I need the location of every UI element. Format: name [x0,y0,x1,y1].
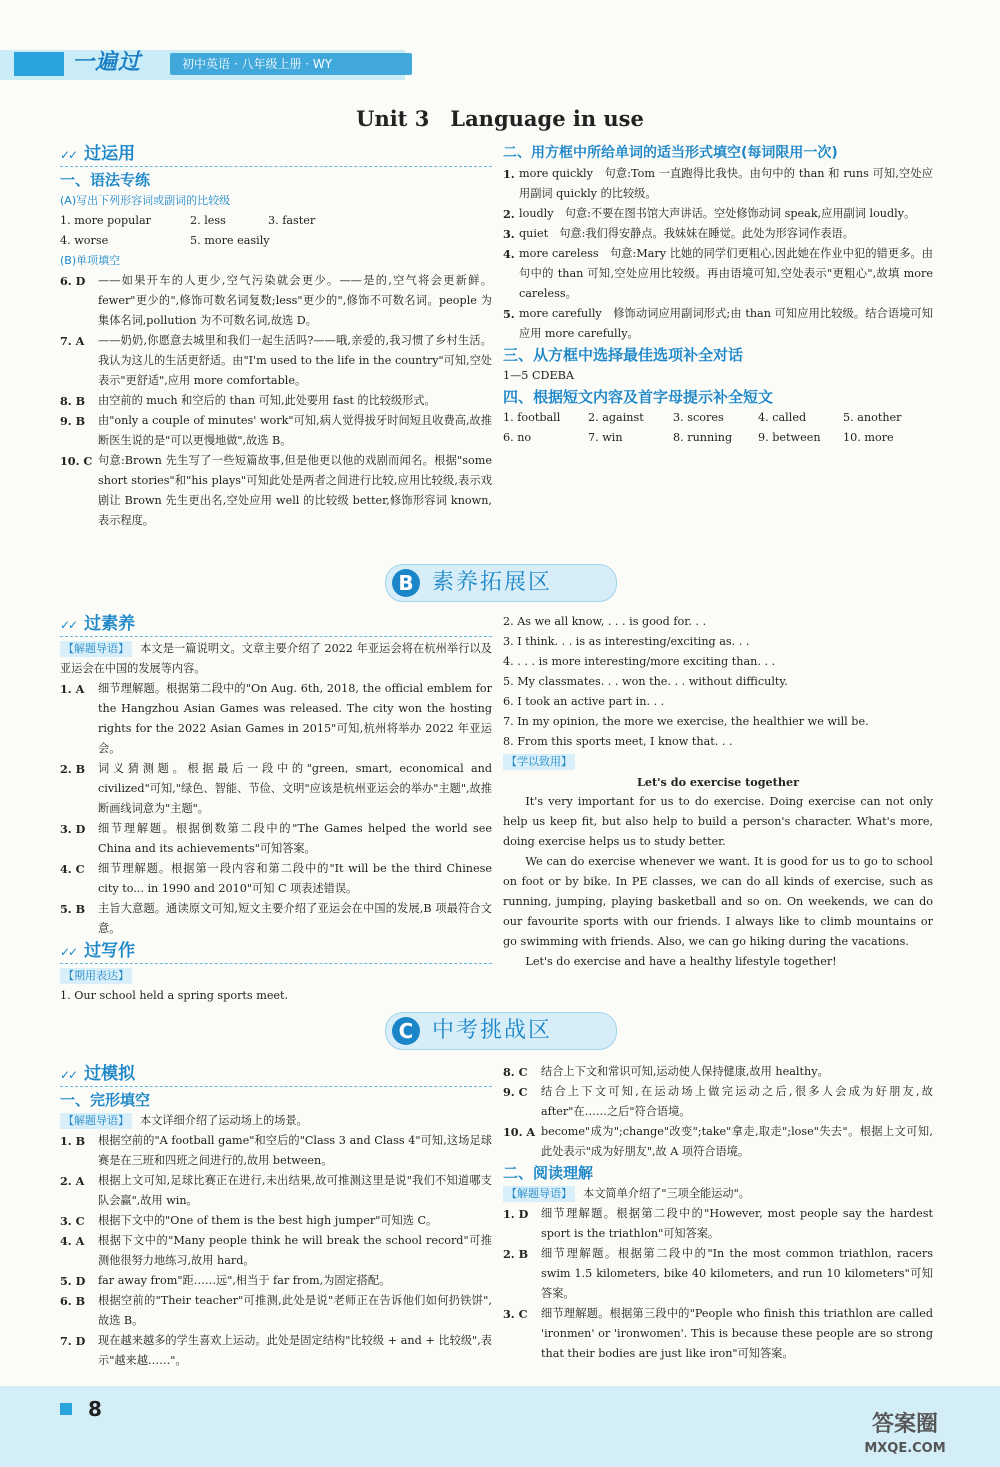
answer-item: 10. A become"成为";change"改变";take"拿走,取走";lose"失去"。根据上文可知,此处表示"成为好朋友",故 A 项符合语境。 [503,1125,933,1158]
header-block [14,52,64,76]
answer-item: 1. B 根据空前的"A football game"和空后的"Class 3 and Class 4"可知,这场足球赛是在三班和四班之间进行的,故用 between。 [60,1134,492,1167]
answer-item: 7. D 现在越来越多的学生喜欢上运动。此处是固定结构"比较级 + and + 比较级",表示"越来越……"。 [60,1334,492,1367]
section-mock-left [60,1062,492,1371]
part3-heading: 三、从方框中选择最佳选项补全对话 [503,346,744,364]
answer-item: 3. D 细节理解题。根据倒数第二段中的"The Games helped the world see China and its achievements"可知答案。 [60,822,492,855]
answer-item: 5. more carefully 修饰动词应用副词形式;由 than 可知应用比较级。结合语境可知应用 more carefully。 [503,307,933,340]
watermark-text: 答案圈 [871,1412,938,1437]
part-b-label: (B)单项填空 [60,254,121,267]
part2-heading: 二、用方框中所给单词的适当形式填空(每词限用一次) [503,145,838,161]
answer-item: 10. C 句意:Brown 先生写了一些短篇故事,但是他更以他的戏剧而闻名。根据"some short stories"和"his plays"可知此处是两者之间进行比较,应用比较级,表示戏剧让 Brown 先生更出名,空处应用 well 的比较级 better,修饰形容词 known,表示程度。 [60,454,492,527]
footer-square [60,1403,72,1415]
answer-item: 2. B 词义猜测题。根据最后一段中的"green, smart, economical and civilized"可知,"绿色、智能、节俭、文明"应该是杭州亚运会的举办"主题",故推断画线词意为"主题"。 [60,762,492,815]
answer-item: 3. C 根据下文中的"One of them is the best high jumper"可知选 C。 [60,1214,438,1228]
part-a-label: (A)写出下列形容词或副词的比较级 [60,194,231,207]
banner-c [385,1012,617,1050]
answer-row: 1. football 2. against 3. scores 4. called 5. another [503,411,902,424]
usage-line: 1. Our school held a spring sports meet. [60,989,289,1002]
answer-item: 7. A ——奶奶,你愿意去城里和我们一起生活吗?——哦,亲爱的,我习惯了乡村生活。我认为这儿的生活更舒适。由"I'm used to the life in the country"可知,空处表示"更舒适",应用 more comfortable。 [60,334,492,387]
cloze-heading: 一、完形填空 [60,1091,151,1109]
answer-item: 5. B 主旨大意题。通读原文可知,短文主要介绍了亚运会在中国的发展,B 项最符合文意。 [60,902,492,935]
answer-item: 5. D far away from"距……远",相当于 far from,为固定搭配。 [60,1274,391,1288]
usage-line: 5. My classmates. . . won the. . . without difficulty. [503,675,788,688]
usage-line: 8. From this sports meet, I know that. . . [503,735,733,748]
answer-item: 3. C 细节理解题。根据第三段中的"People who finish this triathlon are called 'ironmen' or 'ironwomen'. This is because these people are so strong that their bodies are just like iron"可知答案。 [503,1307,933,1360]
usage-line: 2. As we all know, . . . is good for. . . [503,615,707,628]
usage-tag: 【期用表达】 [60,966,492,986]
answer-item: 4. more careless 句意:Mary 比她的同学们更粗心,因此她在作业中犯的错更多。由句中的 than 可知,空处应用比较级。再由语境可知,空处表示"更粗心",故填 more careless。 [503,247,933,300]
answer-item: 1. more quickly 句意:Tom 一直跑得比我快。由句中的 than 和 runs 可知,空处应用副词 quickly 的比较级。 [503,167,933,200]
guide-paragraph: 【解题导语】 本文详细介绍了运动场上的场景。 [60,1111,492,1131]
answer-item: 4. A 根据下文中的"Many people think he will break the school record"可推测他很努力地练习,故用 hard。 [60,1234,492,1267]
banner-c-title: 中考挑战区 [432,1018,553,1043]
banner-c-letter: C [392,1017,420,1045]
check-icon: ✓✓ [60,945,77,959]
section-heading-practice: ✓✓ 过运用 [60,142,492,167]
section-heading-mock: ✓✓ 过模拟 [60,1062,492,1087]
check-icon: ✓✓ [60,618,77,632]
page-title: Unit 3 Language in use [356,106,644,131]
answer-row: 6. no 7. win 8. running 9. between 10. more [503,431,894,444]
section-heading-writing: ✓✓ 过写作 [60,939,492,964]
section-heading-literacy: ✓✓ 过素养 [60,612,492,637]
answer-item: 2. B 细节理解题。根据第二段中的"In the most common triathlon, racers swim 1.5 kilometers, bike 40 kilometers, and run 10 kilometers"可知答案。 [503,1247,933,1300]
answer-item: 2. loudly 句意:不要在图书馆大声讲话。空处修饰动词 speak,应用副词 loudly。 [503,207,916,221]
part3-answer: 1—5 CDEBA [503,369,574,382]
essay-paragraph: Let's do exercise and have a healthy lifestyle together! [525,955,837,968]
banner-b-title: 素养拓展区 [432,570,553,595]
answer-item: 8. B 由空前的 much 和空后的 than 可知,此处要用 fast 的比较级形式。 [60,394,436,408]
answer-row: 1. more popular 2. less 3. faster [60,214,316,227]
answer-row: 4. worse 5. more easily [60,234,270,247]
book-subtitle: 初中英语 · 八年级上册 · WY [170,53,412,75]
usage-line: 4. . . . is more interesting/more exciting than. . . [503,655,776,668]
watermark-url: MXQE.COM [864,1441,946,1456]
page-number: 8 [88,1397,102,1421]
banner-b [385,564,617,602]
essay-paragraph: We can do exercise whenever we want. It is good for us to go to school on foot or by bike. In PE classes, we can do all kinds of exercise, such as running, jumping, playing basketball and so on. On weekends, we can do our favourite sports with our friends. I always like to climb mountains or go swimming with friends. Also, we can go hiking during the vacations. [503,855,933,948]
essay-paragraph: It's very important for us to do exercise. Doing exercise can not only help us keep fit, but also help to build a person's character. What's more, doing exercise helps us to study better. [503,795,933,848]
brand-logo: 一遍过 [72,50,142,75]
answer-item: 4. C 细节理解题。根据第一段内容和第二段中的"It will be the third Chinese city to... in 1990 and 2010"可知 C 项表述错误。 [60,862,492,895]
answer-item: 8. C 结合上下文和常识可知,运动使人保持健康,故用 healthy。 [503,1065,829,1079]
check-icon: ✓✓ [60,1068,77,1082]
usage-line: 6. I took an active part in. . . [503,695,665,708]
guide-paragraph: 【解题导语】 本文是一篇说明文。文章主要介绍了 2022 年亚运会将在杭州举行以及亚运会在中国的发展等内容。 [60,642,492,675]
answer-item: 3. quiet 句意:我们得安静点。我妹妹在睡觉。此处为形容词作表语。 [503,227,854,241]
essay-title: Let's do exercise together [636,775,799,789]
usage-line: 3. I think. . . is as interesting/exciting as. . . [503,635,750,648]
answer-item: 6. B 根据空前的"Their teacher"可推测,此处是说"老师正在告诉他们如何扔铁饼",故选 B。 [60,1294,492,1327]
watermark-logo [820,1410,990,1462]
check-icon: ✓✓ [60,148,77,162]
section-practice-right [503,142,933,448]
guide-paragraph: 【解题导语】 本文简单介绍了"三项全能运动"。 [503,1184,933,1204]
apply-tag: 【学以致用】 [503,752,933,772]
part4-heading: 四、根据短文内容及首字母提示补全短文 [503,388,774,406]
part1-heading: 一、语法专练 [60,171,151,189]
section-literacy-right [503,612,933,972]
banner-b-letter: B [392,569,420,597]
usage-line: 7. In my opinion, the more we exercise, the healthier we will be. [503,715,869,728]
reading-heading: 二、阅读理解 [503,1164,594,1182]
answer-item: 9. C 结合上下文可知,在运动场上做完运动之后,很多人会成为好朋友,故 after"在……之后"符合语境。 [503,1085,933,1118]
answer-item: 1. A 细节理解题。根据第二段中的"On Aug. 6th, 2018, the official emblem for the Hangzhou Asian Games was released. The city won the hosting rights for the 2022 Asian Games in 2015"可知,杭州将举办 2022 年亚运会。 [60,682,492,755]
answer-item: 9. B 由"only a couple of minutes' work"可知,病人觉得拔牙时间短且收费高,故推断医生说的是"可以更慢地做",故选 B。 [60,414,492,447]
answer-item: 1. D 细节理解题。根据第二段中的"However, most people say the hardest sport is the triathlon"可知答案。 [503,1207,933,1240]
section-practice-left [60,142,492,531]
section-literacy-left [60,612,492,1006]
answer-item: 2. A 根据上文可知,足球比赛正在进行,未出结果,故可推测这里是说"我们不知道哪支队会赢",故用 win。 [60,1174,492,1207]
section-mock-right [503,1062,933,1364]
answer-item: 6. D ——如果开车的人更少,空气污染就会更少。——是的,空气将会更新鲜。fewer"更少的",修饰可数名词复数;less"更少的",修饰不可数名词。people 为集体名词,pollution 为不可数名词,故选 D。 [60,274,492,327]
